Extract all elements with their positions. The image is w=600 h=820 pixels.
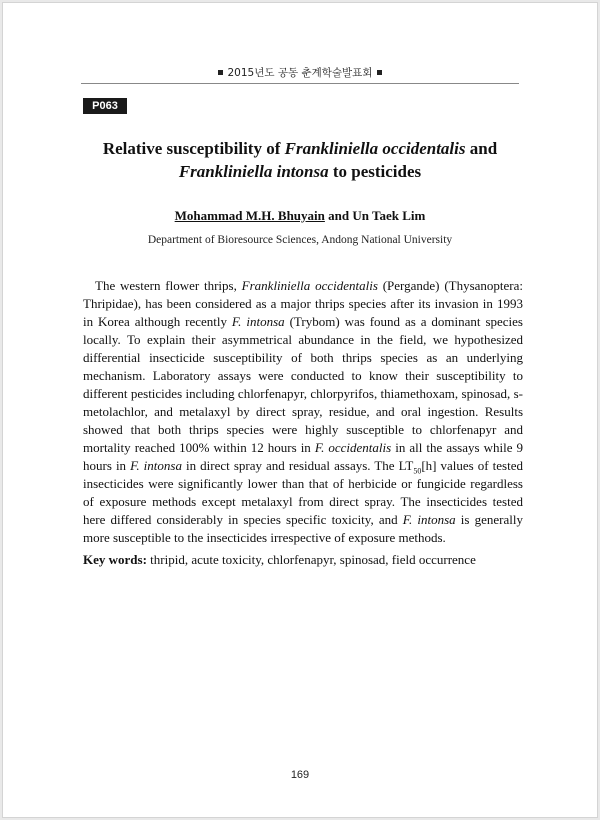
species-name: F. occidentalis: [314, 440, 392, 455]
square-bullet-icon: [218, 70, 223, 75]
abstract-text: The western flower thrips,: [95, 278, 242, 293]
species-name: F. intonsa: [402, 512, 456, 527]
keywords-label: Key words:: [83, 552, 147, 567]
square-bullet-icon: [377, 70, 382, 75]
paper-page: [2, 2, 598, 818]
keywords-line: [83, 551, 523, 569]
title-text: to pesticides: [328, 162, 422, 181]
abstract-body: [83, 277, 523, 547]
author-joiner: and: [324, 208, 353, 223]
lt-subscript: 50: [413, 466, 422, 476]
abstract-text: (Trybom) was found as a dominant species locally. To explain their asymmetrical abundance in the field, we hypothesized differential insecticide susceptibility of both thrips species as an underlying mechanism. Laboratory assays were conducted to know their susceptibility to different pesticides including chlorfenapyr, chlorpyrifos, thiamethoxam, spinosad, s-metolachlor, and metalaxyl by direct spray, residue, and oral ingestion. Results showed that both thrips species were highly susceptible to chlorfenapyr and mortality reached 100% within 12 hours in: [83, 314, 523, 455]
paper-title: [63, 137, 537, 183]
abstract-text: in direct spray and residual assays. The LT: [181, 458, 414, 473]
abstract-text: [h] values of tested insecticides were significantly lower than that of herbicide or fungicide regardless of exposure methods except metalaxyl from direct spray. The insecticides tested here differed considerably in species specific toxicity, and: [83, 458, 523, 527]
abstract-text: is generally more susceptible to the insecticides irrespective of exposure methods.: [83, 512, 523, 545]
abstract-text: (Pergande) (Thysanoptera: Thripidae), has been considered as a major thrips species after its invasion in 1993 in Korea although recently: [83, 278, 524, 329]
author-line: [3, 208, 597, 224]
title-text: and: [465, 139, 498, 158]
coauthor: Un Taek Lim: [352, 208, 426, 223]
affiliation: Department of Bioresource Sciences, Andong National University: [147, 234, 453, 246]
species-name: F. intonsa: [130, 458, 182, 473]
title-species-name: Frankliniella occidentalis: [284, 139, 466, 158]
title-species-name: Frankliniella intonsa: [178, 162, 329, 181]
page-number: 169: [290, 769, 310, 781]
running-header-text: 2015년도 공동 춘계학술발표회: [227, 67, 373, 79]
keywords-text: thripid, acute toxicity, chlorfenapyr, spinosad, field occurrence: [146, 552, 476, 567]
title-text: Relative susceptibility of: [102, 139, 285, 158]
poster-code-badge: P063: [83, 98, 127, 114]
abstract-text: in all the assays while 9 hours in: [83, 440, 523, 473]
species-name: F. intonsa: [231, 314, 285, 329]
species-name: Frankliniella occidentalis: [241, 278, 378, 293]
header-divider: [81, 83, 519, 84]
running-header: [3, 65, 597, 80]
presenting-author: Mohammad M.H. Bhuyain: [174, 208, 325, 223]
